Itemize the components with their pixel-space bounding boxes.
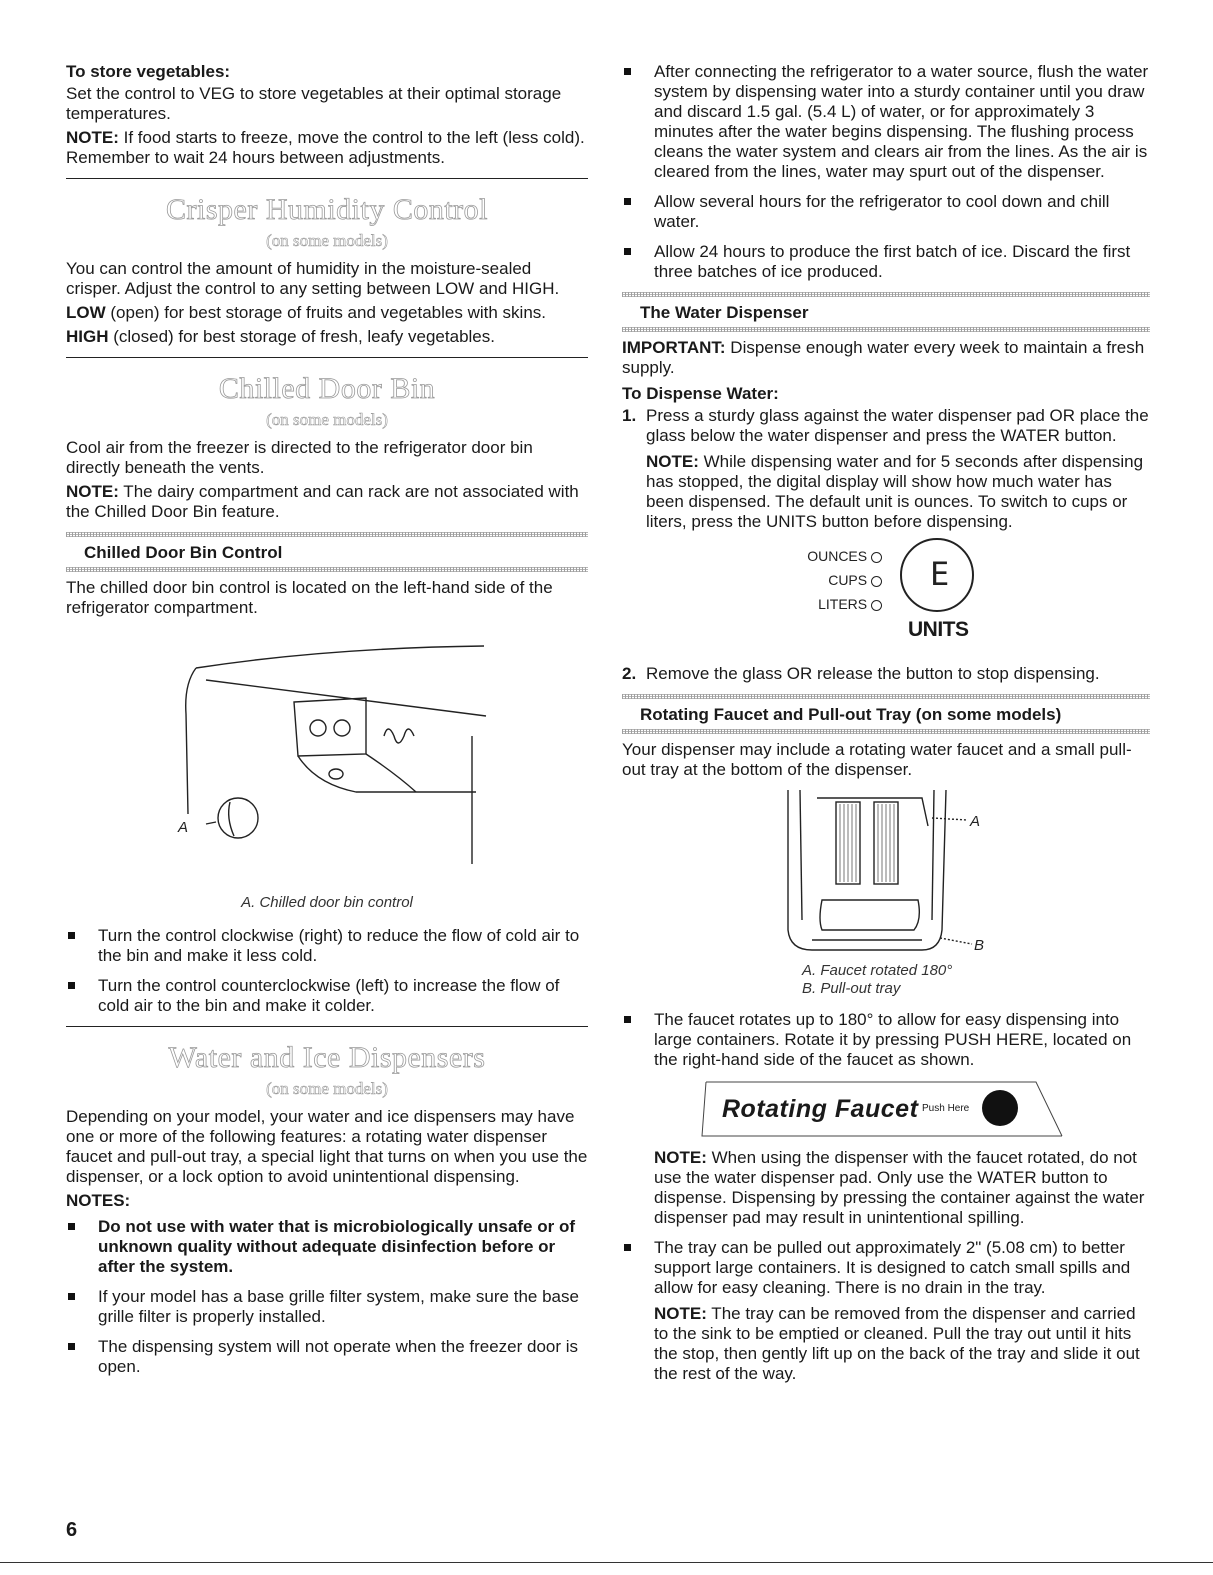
tray-note: NOTE: The tray can be removed from the dispenser and carried to the sink to be emptied or cleaned. Pull the tray out until it hits the stop, then gently lift up on the back of the tray and slide it out the rest of the way.: [654, 1304, 1140, 1383]
units-option-ounces: OUNCES: [772, 544, 882, 568]
water-dispenser-heading: The Water Dispenser: [640, 303, 809, 322]
push-here-button[interactable]: [982, 1090, 1018, 1126]
digit-e-icon: E: [930, 555, 950, 593]
crisper-low: LOW (open) for best storage of fruits and vegetables with skins.: [66, 303, 546, 322]
faucet-callout-b: B: [974, 937, 985, 954]
section-divider: [66, 357, 588, 358]
list-item: Allow several hours for the refrigerator to cool down and chill water.: [622, 192, 1150, 232]
push-here-label: Push Here: [922, 1103, 970, 1114]
step-item: 1. Press a sturdy glass against the water dispenser pad OR place the glass below the water dispenser and press the WATER button. NOTE: While dispensing water and for 5 seconds after dispensing has stopped, the digital display will show how much water has been dispensed. The default unit is ounces. To switch to cups or liters, press the UNITS button before dispensing.: [622, 406, 1149, 531]
dotted-divider: [66, 567, 588, 572]
step-item: 2. Remove the glass OR release the button to stop dispensing.: [622, 664, 1100, 683]
units-option-cups: CUPS: [772, 568, 882, 592]
store-veg-body: Set the control to VEG to store vegetables at their optimal storage temperatures.: [66, 84, 562, 123]
store-veg-heading: To store vegetables:: [66, 62, 231, 81]
faucet-illustration: [622, 790, 1150, 962]
dotted-divider: [622, 327, 1150, 332]
chilled-bin-control-heading: Chilled Door Bin Control: [84, 543, 283, 562]
dispensers-body: Depending on your model, your water and ice dispensers may have one or more of the following features: a rotating water dispenser faucet and pull-out tray, a special light that turns on when you use the dispenser, or a lock option to avoid unintentional dispensing.: [66, 1107, 588, 1186]
store-veg-note: NOTE: If food starts to freeze, move the control to the left (less cold). Remember to wait 24 hours between adjustments.: [66, 128, 585, 167]
dotted-divider: [622, 292, 1150, 297]
faucet-note: NOTE: When using the dispenser with the faucet rotated, do not use the water dispenser pad. Only use the WATER button to dispense. Dispensing by pressing the container against the water dispenser pad may result in unintentional spilling.: [654, 1148, 1145, 1227]
dotted-divider: [622, 729, 1150, 734]
faucet-body: Your dispenser may include a rotating water faucet and a small pull-out tray at the bottom of the dispenser.: [622, 740, 1132, 779]
page-number: 6: [66, 1519, 78, 1541]
chilled-bin-illustration: [66, 624, 588, 894]
dispense-steps-2: [622, 664, 1150, 684]
units-label: UNITS: [908, 618, 969, 641]
list-item: Allow 24 hours to produce the first batch of ice. Discard the first three batches of ice produced.: [622, 242, 1150, 282]
faucet-callout-a: A: [970, 813, 981, 830]
notes-heading: NOTES:: [66, 1191, 131, 1210]
chilled-bin-title: Chilled Door Bin: [218, 372, 436, 405]
footer-rule: [0, 1562, 1213, 1563]
units-options: [772, 544, 882, 616]
list-item: Turn the control counterclockwise (left) to increase the flow of cold air to the bin and make it colder.: [66, 976, 588, 1016]
list-item: The dispensing system will not operate when the freezer door is open.: [66, 1337, 588, 1377]
crisper-title: Crisper Humidity Control: [166, 193, 488, 226]
right-column: [622, 62, 1150, 1388]
chilled-bin-bullets: [66, 926, 588, 1016]
dotted-divider: [66, 532, 588, 537]
rotating-faucet-title: Rotating Faucet: [722, 1095, 919, 1123]
units-button[interactable]: [900, 538, 974, 612]
chilled-bin-caption: A. Chilled door bin control: [241, 894, 413, 911]
list-item: Turn the control clockwise (right) to reduce the flow of cold air to the bin and make it less cold.: [66, 926, 588, 966]
chilled-bin-subtitle: (on some models): [266, 410, 388, 429]
faucet-bullets: [622, 1010, 1150, 1070]
units-option-liters: LITERS: [772, 592, 882, 616]
list-item: Do not use with water that is microbiologically unsafe or of unknown quality without adequate disinfection before or after the system.: [66, 1217, 588, 1277]
faucet-heading: Rotating Faucet and Pull-out Tray (on some models): [640, 705, 1062, 724]
crisper-subtitle: (on some models): [266, 231, 388, 250]
faucet-caption-b: B. Pull-out tray: [802, 980, 901, 997]
dispensers-notes-list: [66, 1217, 588, 1377]
list-item: After connecting the refrigerator to a water source, flush the water system by dispensing water into a sturdy container until you draw and discard 1.5 gal. (5.4 L) of water, or for approximately 3 minutes after the water begins dispensing. The flushing process cleans the water system and clears air from the lines. As the air is cleared from the lines, water may spurt out of the dispenser.: [622, 62, 1150, 182]
to-dispense-heading: To Dispense Water:: [622, 384, 779, 403]
section-divider: [66, 178, 588, 179]
chilled-bin-callout: A: [178, 819, 189, 836]
step1-note: NOTE: While dispensing water and for 5 seconds after dispensing has stopped, the digital display will show how much water has been dispensed. The default unit is ounces. To switch to cups or liters, press the UNITS button before dispensing.: [646, 452, 1144, 531]
chilled-bin-control-body: The chilled door bin control is located on the left-hand side of the refrigerator compartment.: [66, 578, 553, 617]
dispensers-title: Water and Ice Dispensers: [168, 1041, 486, 1074]
important-note: IMPORTANT: Dispense enough water every week to maintain a fresh supply.: [622, 338, 1145, 377]
dotted-divider: [622, 694, 1150, 699]
list-item: The tray can be pulled out approximately 2" (5.08 cm) to better support large containers. It is designed to catch small spills and allow for easy cleaning. There is no drain in the tray.: [622, 1238, 1150, 1298]
dispense-steps: [622, 406, 1150, 532]
tray-bullets: [622, 1238, 1150, 1298]
chilled-bin-note: NOTE: The dairy compartment and can rack are not associated with the Chilled Door Bin feature.: [66, 482, 579, 521]
dispensers-subtitle: (on some models): [266, 1079, 388, 1098]
crisper-body: You can control the amount of humidity in the moisture-sealed crisper. Adjust the control to any setting between LOW and HIGH.: [66, 259, 560, 298]
left-column: [66, 62, 588, 1387]
setup-bullets: [622, 62, 1150, 282]
units-display-illustration: [622, 538, 1150, 664]
faucet-caption-a: A. Faucet rotated 180°: [802, 962, 953, 979]
crisper-high: HIGH (closed) for best storage of fresh, leafy vegetables.: [66, 327, 495, 346]
section-divider: [66, 1026, 588, 1027]
rotating-faucet-label: [622, 1080, 1150, 1138]
chilled-bin-body: Cool air from the freezer is directed to the refrigerator door bin directly beneath the vents.: [66, 438, 533, 477]
chilled-bin-diagram: [66, 624, 588, 894]
list-item: If your model has a base grille filter system, make sure the base grille filter is properly installed.: [66, 1287, 588, 1327]
list-item: The faucet rotates up to 180° to allow for easy dispensing into large containers. Rotate it by pressing PUSH HERE, located on the right-hand side of the faucet as shown.: [622, 1010, 1150, 1070]
faucet-diagram: [622, 790, 1150, 962]
